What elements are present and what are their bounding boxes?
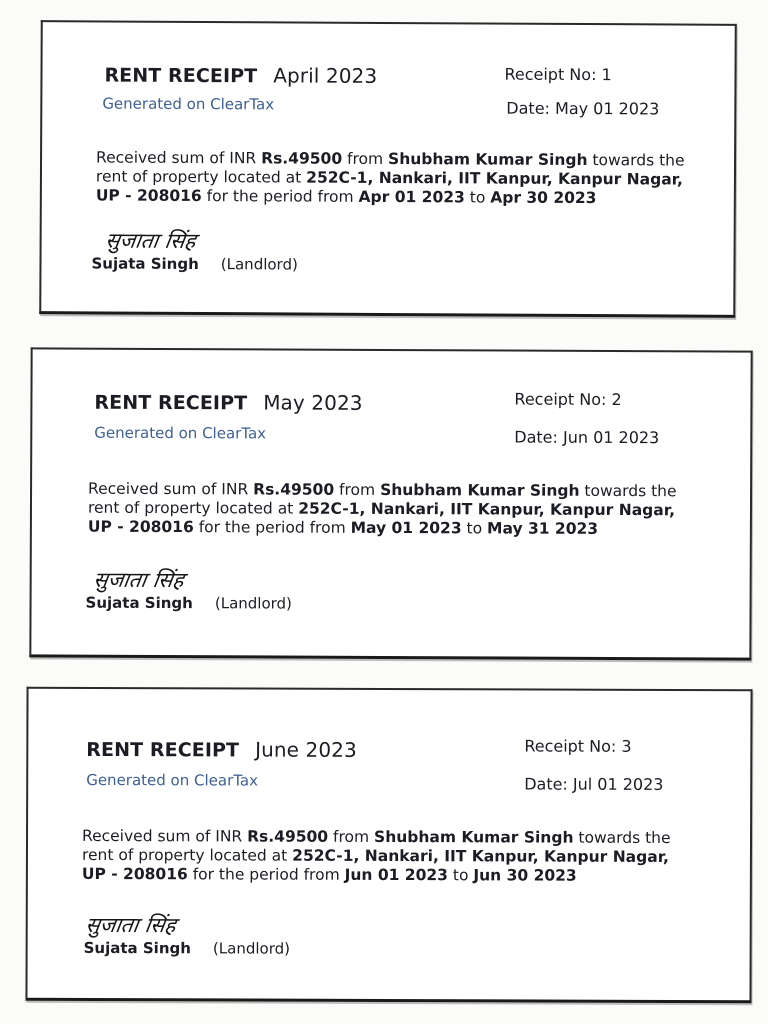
receipt-number: Receipt No: 2 xyxy=(514,389,622,410)
period-start: Apr 01 2023 xyxy=(358,187,465,207)
receipt-body xyxy=(88,480,694,540)
receipt-date: Date: Jul 01 2023 xyxy=(524,774,664,794)
landlord-name: Sujata Singh xyxy=(91,254,199,274)
landlord-name: Sujata Singh xyxy=(83,938,191,958)
generated-note: Generated on ClearTax xyxy=(94,423,267,443)
property-address: 252C-1, Nankari, IIT Kanpur, Kanpur Nagar, UP - 208016 xyxy=(81,846,670,884)
landlord-role: (Landlord) xyxy=(212,939,291,958)
tenant-name: Shubham Kumar Singh xyxy=(374,827,574,847)
rent-receipt-3 xyxy=(25,687,752,1004)
body-text-mid: towards the rent of property located at xyxy=(87,481,677,518)
body-text-prefix: Received sum of INR xyxy=(88,479,254,499)
landlord-name: Sujata Singh xyxy=(85,593,193,613)
receipt-title xyxy=(86,737,357,762)
rent-receipt-1 xyxy=(39,20,737,318)
body-text-period: for the period from xyxy=(187,865,345,884)
landlord-role: (Landlord) xyxy=(214,594,292,613)
landlord-line xyxy=(91,254,297,273)
period-start: May 01 2023 xyxy=(350,518,462,538)
body-text-to: to xyxy=(447,866,474,885)
receipt-number: Receipt No: 3 xyxy=(524,736,632,756)
body-text-prefix: Received sum of INR xyxy=(96,148,262,168)
receipt-title-label: RENT RECEIPT xyxy=(94,391,248,415)
landlord-line xyxy=(84,939,290,958)
rent-amount: Rs.49500 xyxy=(247,827,329,846)
landlord-role: (Landlord) xyxy=(220,255,298,274)
receipt-body xyxy=(82,827,694,886)
landlord-signature: सुजाता सिंह xyxy=(91,567,186,593)
receipt-month: April 2023 xyxy=(273,63,378,88)
body-text-period: for the period from xyxy=(201,187,359,206)
receipt-date: Date: Jun 01 2023 xyxy=(514,427,660,448)
tenant-name: Shubham Kumar Singh xyxy=(380,480,580,500)
landlord-signature: सुजाता सिंह xyxy=(103,228,198,253)
receipt-month: May 2023 xyxy=(263,390,363,415)
receipt-date: Date: May 01 2023 xyxy=(506,98,660,119)
receipt-title xyxy=(104,63,377,88)
tenant-name: Shubham Kumar Singh xyxy=(388,150,588,170)
landlord-signature: सुजाता सिंह xyxy=(83,912,178,938)
period-end: May 31 2023 xyxy=(487,519,599,538)
body-text-to: to xyxy=(464,188,491,207)
body-text-to: to xyxy=(461,519,488,538)
receipt-body xyxy=(96,148,686,208)
landlord-line xyxy=(86,594,292,613)
body-text-mid: towards the rent of property located at xyxy=(95,151,685,187)
receipt-number: Receipt No: 1 xyxy=(504,64,612,85)
rent-amount: Rs.49500 xyxy=(261,149,343,168)
body-text-from: from xyxy=(328,827,375,846)
body-text-from: from xyxy=(334,480,381,499)
receipt-title-label: RENT RECEIPT xyxy=(86,738,240,762)
rent-receipt-2 xyxy=(29,347,752,660)
property-address: 252C-1, Nankari, IIT Kanpur, Kanpur Nagar, UP - 208016 xyxy=(95,168,684,206)
body-text-mid: towards the rent of property located at xyxy=(81,828,671,865)
receipt-title xyxy=(94,390,362,415)
period-start: Jun 01 2023 xyxy=(344,865,449,885)
property-address: 252C-1, Nankari, IIT Kanpur, Kanpur Nagar, UP - 208016 xyxy=(87,499,676,537)
rent-amount: Rs.49500 xyxy=(253,480,335,499)
generated-note: Generated on ClearTax xyxy=(102,94,275,114)
body-text-period: for the period from xyxy=(193,518,351,537)
generated-note: Generated on ClearTax xyxy=(86,770,259,790)
receipt-month: June 2023 xyxy=(255,737,357,762)
period-end: Apr 30 2023 xyxy=(490,188,597,208)
body-text-from: from xyxy=(342,149,389,169)
period-end: Jun 30 2023 xyxy=(473,866,577,885)
body-text-prefix: Received sum of INR xyxy=(81,826,248,846)
receipt-title-label: RENT RECEIPT xyxy=(104,64,258,88)
